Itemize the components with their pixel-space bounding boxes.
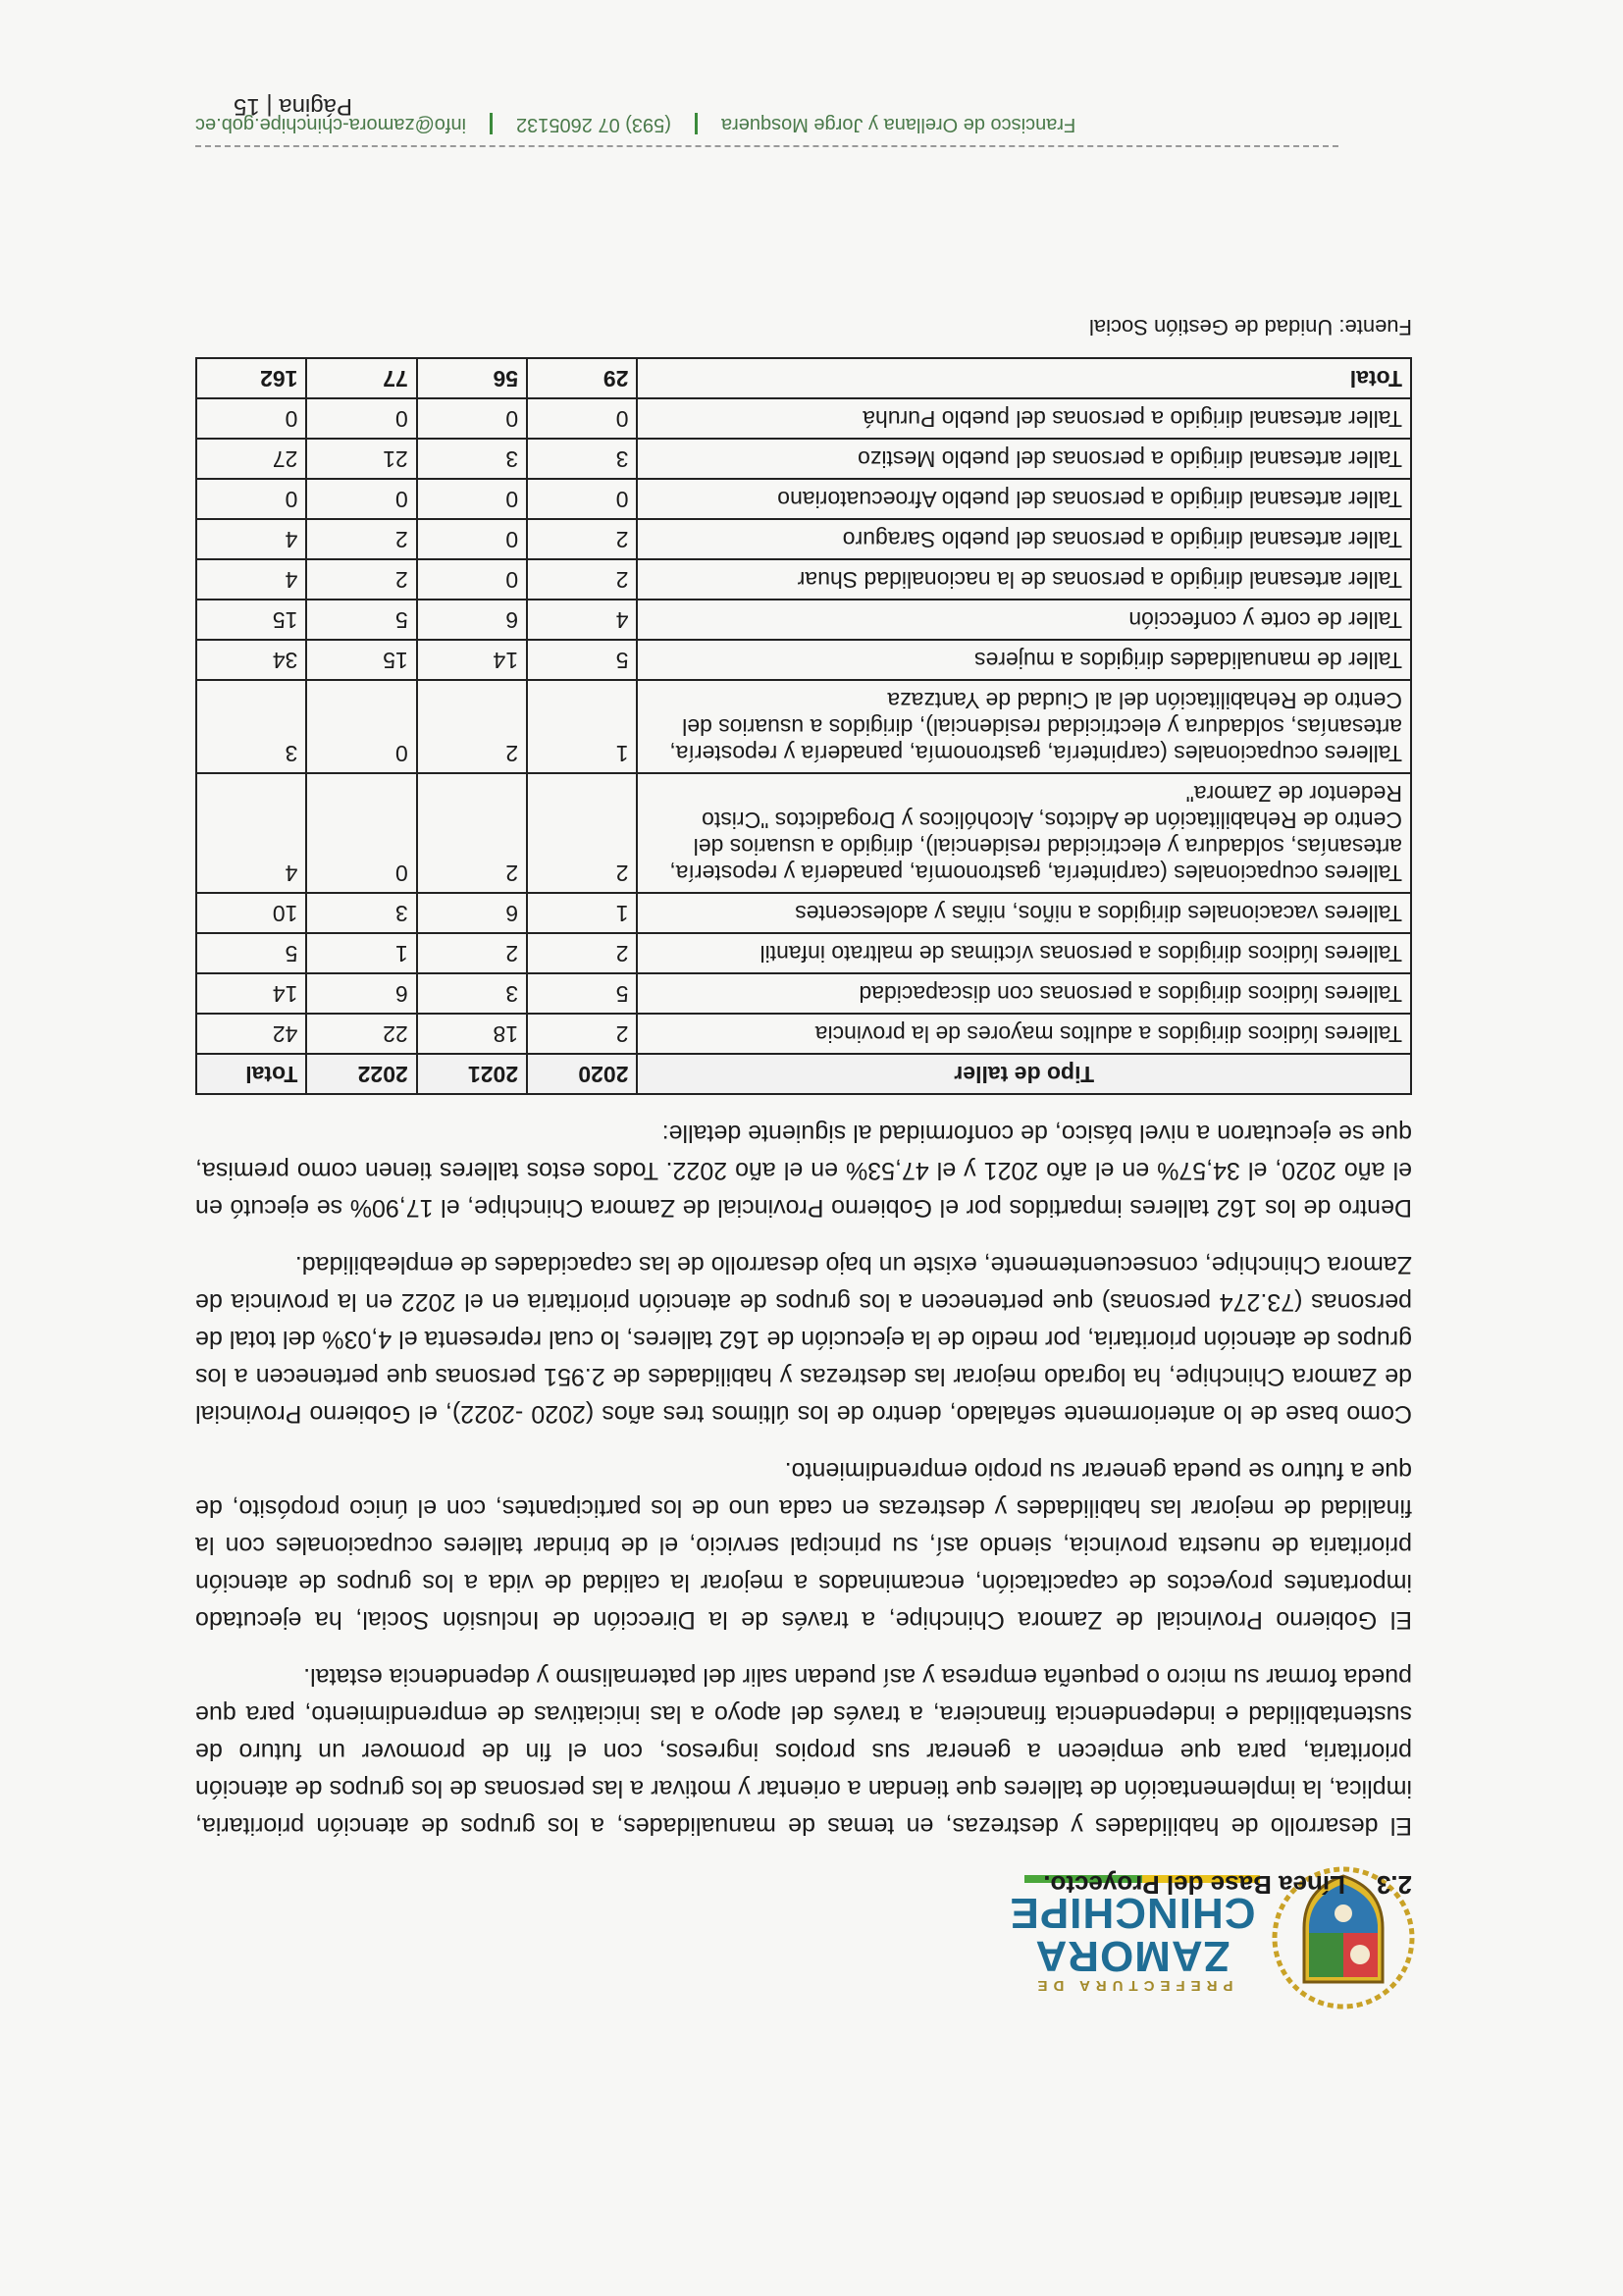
cell-workshop-type: Taller de manualidades dirigidos a mujeres: [637, 640, 1411, 680]
footer-address: Francisco de Orellana y Jorge Mosquera: [720, 114, 1076, 135]
cell-count: 3: [527, 439, 637, 479]
cell-count: 0: [306, 773, 416, 893]
header-2022: 2022: [306, 1054, 416, 1094]
cell-workshop-type: Talleres lúdicos dirigidos a personas con discapacidad: [637, 973, 1411, 1014]
cell-count: 6: [306, 973, 416, 1014]
footer-separator: [695, 114, 698, 135]
cell-workshop-type: Talleres ocupacionales (carpintería, gastronomía, panadería y repostería, artesanías, soldadura y electricidad residencial), dirigido a usuarios del Centro de Rehabilitación de Adictos, Alcohólicos y Drogadictos "Cristo Redentor de Zamora": [637, 773, 1411, 893]
cell-count: 2: [527, 519, 637, 559]
cell-count: 42: [196, 1014, 306, 1054]
cell-count: 3: [196, 680, 306, 773]
footer-separator: [490, 114, 493, 135]
table-total-row: [196, 358, 1411, 398]
cell-workshop-type: Taller artesanal dirigido a personas del pueblo Mestizo: [637, 439, 1411, 479]
cell-workshop-type: Talleres lúdicos dirigidos a personas víctimas de maltrato infantil: [637, 933, 1411, 973]
cell-workshop-type: Taller artesanal dirigido a personas del pueblo Afroecuatoriano: [637, 479, 1411, 519]
cell-count: 1: [527, 893, 637, 933]
logo-name-line1: ZAMORA: [1034, 1932, 1230, 1980]
table-row: [196, 680, 1411, 773]
cell-count: 0: [417, 398, 527, 439]
table-row: [196, 933, 1411, 973]
cell-count: 14: [196, 973, 306, 1014]
cell-count: 2: [417, 933, 527, 973]
section-heading: [195, 1866, 1412, 1904]
footer-email[interactable]: info@zamora-chinchipe.gob.ec: [195, 114, 467, 135]
cell-count: 34: [196, 640, 306, 680]
table-row: [196, 640, 1411, 680]
cell-count: 0: [417, 519, 527, 559]
cell-workshop-type: Taller artesanal dirigido a personas del pueblo Puruhá: [637, 398, 1411, 439]
cell-count: 2: [417, 773, 527, 893]
cell-count: 4: [527, 600, 637, 640]
cell-count: 5: [306, 600, 416, 640]
cell-count: 77: [306, 358, 416, 398]
workshops-table: [195, 357, 1412, 1095]
cell-count: 0: [306, 680, 416, 773]
cell-count: 2: [527, 1014, 637, 1054]
cell-count: 4: [196, 519, 306, 559]
footer-phone: (593) 07 2605132: [516, 114, 671, 135]
cell-count: 21: [306, 439, 416, 479]
logo-name-line2: CHINCHIPE: [1009, 1889, 1256, 1937]
cell-count: 15: [196, 600, 306, 640]
section-number: 2.3: [1376, 1870, 1412, 1900]
cell-workshop-type: Taller artesanal dirigido a personas de la nacionalidad Shuar: [637, 559, 1411, 600]
table-row: [196, 559, 1411, 600]
page-footer: [195, 113, 1412, 147]
cell-count: 15: [306, 640, 416, 680]
cell-count: 14: [417, 640, 527, 680]
cell-count: 0: [306, 398, 416, 439]
table-source: Fuente: Unidad de Gestión Social: [1089, 315, 1412, 339]
header-2020: 2020: [527, 1054, 637, 1094]
cell-count: 4: [196, 559, 306, 600]
cell-count: 18: [417, 1014, 527, 1054]
cell-count: 0: [527, 398, 637, 439]
paragraph: Como base de lo anteriormente señalado, dentro de los últimos tres años (2020 -2022), el Gobierno Provincial de Zamora Chinchipe, ha logrado mejorar las destrezas y habilidades de 2.951 personas que pertenecen a los grupos de atención prioritaria, por medio de la ejecución de 162 talleres, lo cual representa el 4,03% del total de personas (73.274 personas) que pertenecen a los grupos de atención prioritaria en el 2022 en la provincia de Zamora Chinchipe, consecuentemente, existe un bajo desarrollo de las capacidades de empleabilidad.: [195, 1251, 1412, 1428]
cell-count: 4: [196, 773, 306, 893]
table-row: [196, 398, 1411, 439]
table-row: [196, 973, 1411, 1014]
main-content: [195, 308, 1412, 1904]
cell-count: 0: [417, 559, 527, 600]
cell-count: 56: [417, 358, 527, 398]
paragraph: El Gobierno Provincial de Zamora Chinchipe, a través de la Dirección de Inclusión Social, ha ejecutado importantes proyectos de capacitación, encaminados a mejorar la calidad de vida a los grupos de atención prioritaria de nuestra provincia, siendo así, su principal servicio, el de brindar talleres ocupacionales con la finalidad de mejorar las habilidades y destrezas en cada uno de los participantes, con el único propósito, de que a futuro se pueda generar su propio emprendimiento.: [195, 1457, 1412, 1634]
cell-count: 6: [417, 600, 527, 640]
cell-workshop-type: Talleres vacacionales dirigidos a niños, niñas y adolescentes: [637, 893, 1411, 933]
table-row: [196, 773, 1411, 893]
cell-count: 1: [306, 933, 416, 973]
cell-count: 5: [196, 933, 306, 973]
logo-prefix: PREFECTURA DE: [1031, 1977, 1233, 1994]
cell-workshop-type: Taller de corte y confección: [637, 600, 1411, 640]
table-row: [196, 439, 1411, 479]
cell-count: 2: [527, 559, 637, 600]
page-number: Página | 15: [234, 93, 352, 120]
cell-count: 10: [196, 893, 306, 933]
cell-count: 5: [527, 973, 637, 1014]
table-row: [196, 519, 1411, 559]
cell-count: 22: [306, 1014, 416, 1054]
cell-count: 0: [417, 479, 527, 519]
cell-count: 1: [527, 680, 637, 773]
cell-count: 162: [196, 358, 306, 398]
cell-workshop-type: Talleres ocupacionales (carpintería, gastronomía, panadería y repostería, artesanías, soldadura y electricidad residencial), dirigidos a usuarios del Centro de Rehabilitación del al Ciudad de Yantzaza: [637, 680, 1411, 773]
table-body: [196, 358, 1411, 1054]
paragraph: El desarrollo de habilidades y destrezas, en temas de manualidades, a los grupos de atención prioritaria, implica, la implementación de talleres que tiendan a orientar y motivar a las personas de los grupos de atención prioritaria, para que empiecen a generar sus propios ingresos, con el fin de promover un futuro de sustentabilidad e independencia financiera, a través del apoyo a las iniciativas de emprendimiento, para que pueda formar su micro o pequeña empresa y así puedan salir del paternalismo y dependencia estatal.: [195, 1663, 1412, 1840]
header-2021: 2021: [417, 1054, 527, 1094]
cell-workshop-type: Total: [637, 358, 1411, 398]
table-row: [196, 893, 1411, 933]
table-row: [196, 600, 1411, 640]
cell-count: 0: [196, 479, 306, 519]
cell-count: 0: [527, 479, 637, 519]
paragraph: Dentro de los 162 talleres impartidos por el Gobierno Provincial de Zamora Chinchipe, el 17,90% se ejecutó en el año 2020, el 34,57% en el año 2021 y el 47,53% en el año 2022. Todos estos talleres tienen como premisa, que se ejecutaron a nivel básico, de conformidad al siguiente detalle:: [195, 1120, 1412, 1222]
cell-count: 2: [527, 773, 637, 893]
cell-workshop-type: Talleres lúdicos dirigidos a adultos mayores de la provincia: [637, 1014, 1411, 1054]
header-type: Tipo de taller: [637, 1054, 1411, 1094]
cell-count: 0: [196, 398, 306, 439]
cell-count: 2: [306, 559, 416, 600]
cell-count: 2: [417, 680, 527, 773]
cell-count: 29: [527, 358, 637, 398]
section-title: Línea Base del Proyecto.: [1043, 1870, 1345, 1900]
cell-count: 5: [527, 640, 637, 680]
cell-count: 27: [196, 439, 306, 479]
table-row: [196, 1014, 1411, 1054]
cell-count: 0: [306, 479, 416, 519]
table-row: [196, 479, 1411, 519]
cell-count: 2: [527, 933, 637, 973]
cell-count: 3: [306, 893, 416, 933]
footer-divider: [195, 145, 1338, 147]
header-total: Total: [196, 1054, 306, 1094]
table-header-row: [196, 1054, 1411, 1094]
cell-count: 3: [417, 973, 527, 1014]
cell-count: 6: [417, 893, 527, 933]
cell-count: 2: [306, 519, 416, 559]
cell-workshop-type: Taller artesanal dirigido a personas del pueblo Saraguro: [637, 519, 1411, 559]
cell-count: 3: [417, 439, 527, 479]
